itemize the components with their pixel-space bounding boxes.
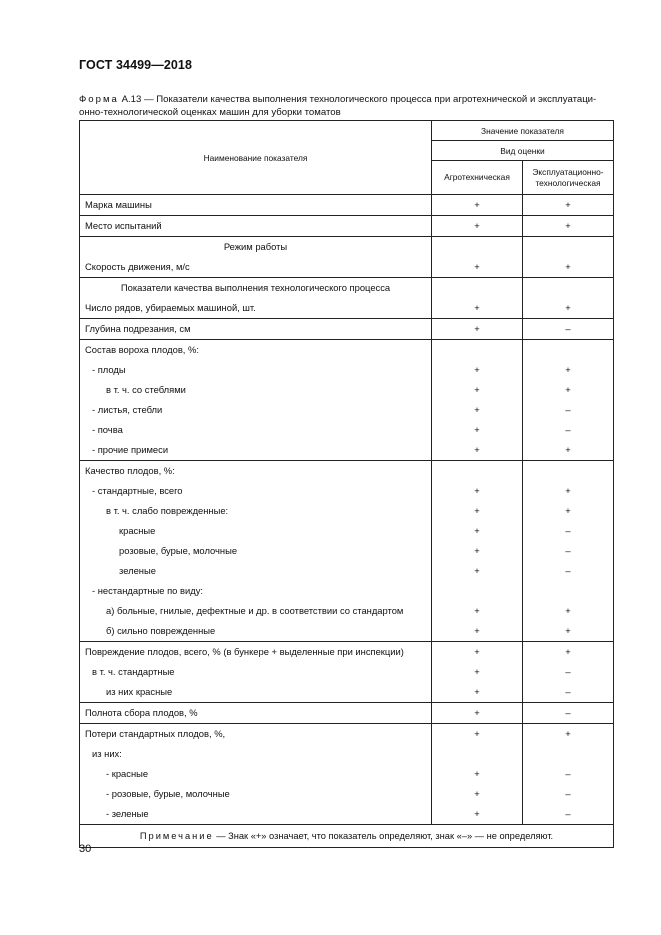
operational-value xyxy=(523,744,613,764)
agrotechnical-value-cell xyxy=(432,340,523,461)
indicator-name: - розовые, бурые, молочные xyxy=(106,788,230,799)
agrotechnical-value xyxy=(432,581,522,601)
operational-value: + xyxy=(565,646,571,657)
agrotechnical-value xyxy=(432,744,522,764)
operational-value: + xyxy=(565,364,571,375)
operational-value: + xyxy=(565,302,571,313)
agrotechnical-value-cell xyxy=(432,278,523,319)
agrotechnical-value: + xyxy=(474,261,480,272)
operational-value: – xyxy=(565,788,571,799)
agrotechnical-value xyxy=(432,461,522,481)
operational-value: + xyxy=(565,485,571,496)
agrotechnical-value-cell xyxy=(432,724,523,825)
table-note xyxy=(80,825,614,848)
operational-value: – xyxy=(565,808,571,819)
agrotechnical-value: + xyxy=(474,424,480,435)
header-indicator-value: Значение показателя xyxy=(432,121,614,141)
indicator-name: Число рядов, убираемых машиной, шт. xyxy=(85,302,256,313)
indicator-name-cell xyxy=(80,319,432,340)
agrotechnical-value: + xyxy=(474,565,480,576)
indicator-name-cell xyxy=(80,340,432,461)
agrotechnical-value: + xyxy=(474,505,480,516)
operational-value-cell xyxy=(523,237,614,278)
agrotechnical-value: + xyxy=(474,364,480,375)
indicator-name: б) сильно поврежденные xyxy=(106,625,216,636)
agrotechnical-value: + xyxy=(474,646,480,657)
operational-value: + xyxy=(565,199,571,210)
header-operational: Эксплуатационно-технологическая xyxy=(523,161,614,195)
note-label: Примечание xyxy=(139,831,214,841)
operational-value-cell xyxy=(523,461,614,642)
agrotechnical-value: + xyxy=(474,768,480,779)
table-group xyxy=(80,195,614,216)
operational-value xyxy=(523,340,613,360)
indicator-name: розовые, бурые, молочные xyxy=(119,545,238,556)
indicator-name-cell xyxy=(80,642,432,703)
indicator-name: - зеленые xyxy=(106,808,149,819)
operational-value: – xyxy=(565,565,571,576)
operational-value-cell xyxy=(523,642,614,703)
table-group xyxy=(80,461,614,642)
table-body xyxy=(80,195,614,825)
operational-value xyxy=(523,581,613,601)
agrotechnical-value-cell xyxy=(432,461,523,642)
agrotechnical-value: + xyxy=(474,728,480,739)
caption-label: Форма xyxy=(79,94,119,105)
operational-value xyxy=(523,461,613,481)
agrotechnical-value: + xyxy=(474,444,480,455)
agrotechnical-value-cell xyxy=(432,703,523,724)
indicator-name: Повреждение плодов, всего, % (в бункере + выделенные при инспекции) xyxy=(85,646,404,657)
operational-value-cell xyxy=(523,340,614,461)
agrotechnical-value: + xyxy=(474,808,480,819)
agrotechnical-value-cell xyxy=(432,195,523,216)
caption-text: А.13 — Показатели качества выполнения технологического процесса при агротехнической и эксплуатаци-онно-технологической оценках машин для уборки томатов xyxy=(79,94,597,118)
indicator-name: из них красные xyxy=(106,686,173,697)
indicator-name: - стандартные, всего xyxy=(92,485,183,496)
indicator-name: Состав вороха плодов, %: xyxy=(85,344,199,355)
indicator-name: - нестандартные по виду: xyxy=(92,585,203,596)
page-number: 30 xyxy=(79,843,92,855)
operational-value: + xyxy=(565,261,571,272)
indicator-name: - плоды xyxy=(92,364,126,375)
indicator-name-cell xyxy=(80,278,432,319)
operational-value: – xyxy=(565,545,571,556)
indicator-name: а) больные, гнилые, дефектные и др. в соответствии со стандартом xyxy=(106,605,404,616)
agrotechnical-value xyxy=(432,340,522,360)
indicator-name: из них: xyxy=(92,748,122,759)
header-agrotechnical: Агротехническая xyxy=(432,161,523,195)
agrotechnical-value-cell xyxy=(432,642,523,703)
indicator-name: - прочие примеси xyxy=(92,444,169,455)
operational-value-cell xyxy=(523,703,614,724)
agrotechnical-value: + xyxy=(474,199,480,210)
table-group xyxy=(80,216,614,237)
note-text: — Знак «+» означает, что показатель определяют, знак «–» — не определяют. xyxy=(213,831,554,841)
operational-value: – xyxy=(565,424,571,435)
indicator-name: - красные xyxy=(106,768,149,779)
indicator-name-cell xyxy=(80,216,432,237)
indicator-name: Показатели качества выполнения технологического процесса xyxy=(120,282,391,293)
agrotechnical-value: + xyxy=(474,220,480,231)
indicator-name-cell xyxy=(80,237,432,278)
header-indicator-name: Наименование показателя xyxy=(80,121,432,195)
operational-value: – xyxy=(565,323,571,334)
indicator-name: Марка машины xyxy=(85,199,152,210)
agrotechnical-value: + xyxy=(474,666,480,677)
indicator-name-cell xyxy=(80,461,432,642)
agrotechnical-value: + xyxy=(474,485,480,496)
agrotechnical-value: + xyxy=(474,525,480,536)
table-group xyxy=(80,724,614,825)
agrotechnical-value: + xyxy=(474,707,480,718)
agrotechnical-value: + xyxy=(474,686,480,697)
operational-value: – xyxy=(565,686,571,697)
agrotechnical-value: + xyxy=(474,302,480,313)
operational-value: – xyxy=(565,768,571,779)
indicators-table xyxy=(79,120,614,848)
table-group xyxy=(80,237,614,278)
operational-value: + xyxy=(565,220,571,231)
agrotechnical-value: + xyxy=(474,788,480,799)
agrotechnical-value: + xyxy=(474,625,480,636)
document-header: ГОСТ 34499—2018 xyxy=(79,58,193,72)
operational-value: – xyxy=(565,707,571,718)
operational-value-cell xyxy=(523,195,614,216)
table-group xyxy=(80,642,614,703)
indicator-name: в т. ч. со стеблями xyxy=(106,384,186,395)
indicator-name: Глубина подрезания, см xyxy=(85,323,191,334)
operational-value-cell xyxy=(523,724,614,825)
operational-value: + xyxy=(565,444,571,455)
operational-value: – xyxy=(565,404,571,415)
table-group xyxy=(80,703,614,724)
form-caption xyxy=(79,94,599,119)
operational-value-cell xyxy=(523,216,614,237)
indicator-name: Качество плодов, %: xyxy=(85,465,175,476)
operational-value: + xyxy=(565,605,571,616)
table-group xyxy=(80,340,614,461)
indicator-name: в т. ч. слабо поврежденные: xyxy=(106,505,229,516)
indicator-name: Скорость движения, м/с xyxy=(85,261,190,272)
agrotechnical-value: + xyxy=(474,605,480,616)
agrotechnical-value: + xyxy=(474,545,480,556)
operational-value: – xyxy=(565,666,571,677)
agrotechnical-value xyxy=(432,237,522,257)
agrotechnical-value: + xyxy=(474,323,480,334)
operational-value: – xyxy=(565,525,571,536)
operational-value: + xyxy=(565,625,571,636)
agrotechnical-value-cell xyxy=(432,319,523,340)
indicator-name: зеленые xyxy=(119,565,156,576)
table-group xyxy=(80,319,614,340)
agrotechnical-value-cell xyxy=(432,216,523,237)
indicator-name-cell xyxy=(80,724,432,825)
operational-value: + xyxy=(565,505,571,516)
header-assessment-kind: Вид оценки xyxy=(432,141,614,161)
operational-value: + xyxy=(565,384,571,395)
agrotechnical-value: + xyxy=(474,404,480,415)
agrotechnical-value xyxy=(432,278,522,298)
indicator-name-cell xyxy=(80,703,432,724)
table-group xyxy=(80,278,614,319)
indicator-name: Потери стандартных плодов, %, xyxy=(85,728,226,739)
indicator-name: красные xyxy=(119,525,156,536)
operational-value xyxy=(523,278,613,298)
indicator-name: Место испытаний xyxy=(85,220,162,231)
agrotechnical-value-cell xyxy=(432,237,523,278)
operational-value xyxy=(523,237,613,257)
indicator-name: Полнота сбора плодов, % xyxy=(85,707,198,718)
indicator-name: - листья, стебли xyxy=(92,404,163,415)
operational-value: + xyxy=(565,728,571,739)
agrotechnical-value: + xyxy=(474,384,480,395)
indicator-name-cell xyxy=(80,195,432,216)
operational-value-cell xyxy=(523,278,614,319)
indicator-name: - почва xyxy=(92,424,123,435)
indicator-name: Режим работы xyxy=(223,241,288,252)
operational-value-cell xyxy=(523,319,614,340)
indicator-name: в т. ч. стандартные xyxy=(92,666,175,677)
